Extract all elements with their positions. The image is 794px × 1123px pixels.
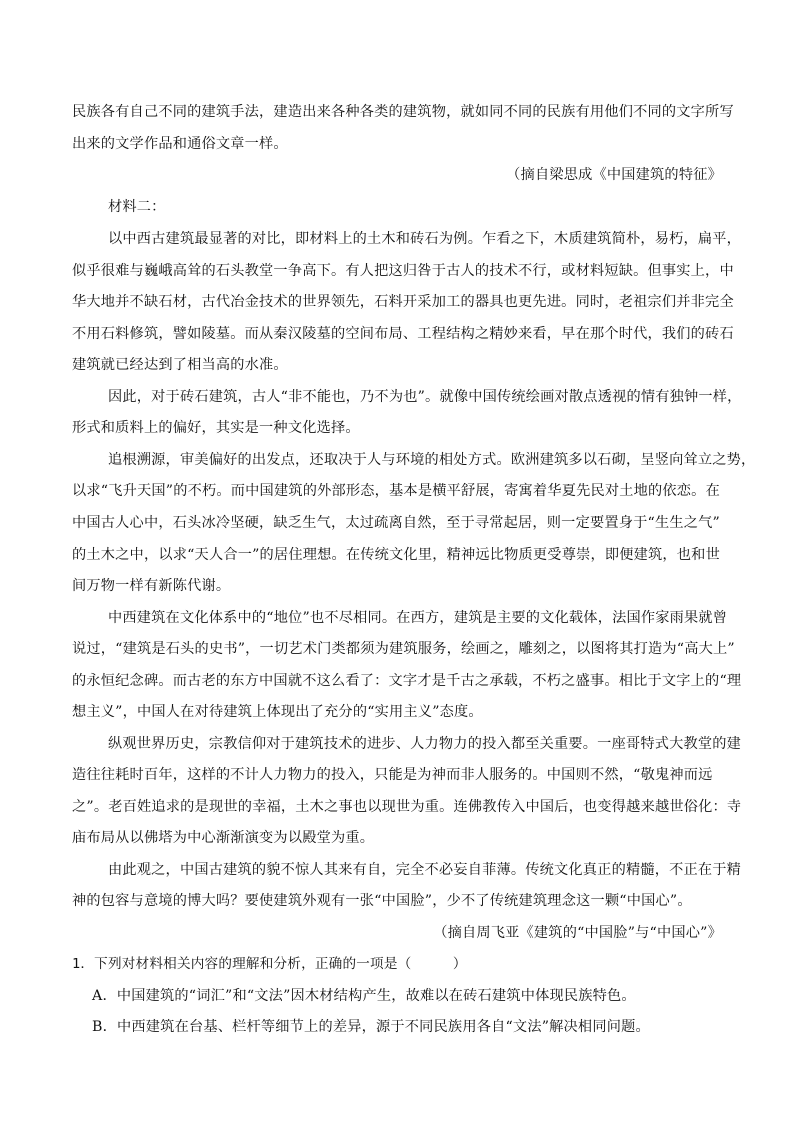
paragraph-line: 似乎很难与巍峨高耸的石头教堂一争高下。有人把这归咎于古人的技术不行，或材料短缺。但事实上，中 bbox=[72, 263, 734, 279]
paragraph-line: 神的包容与意境的博大吗？要使建筑外观有一张“中国脸”，少不了传统建筑理念这一颗“中国心”。 bbox=[72, 893, 692, 909]
paragraph-line: 以中西古建筑最显著的对比，即材料上的土木和砖石为例。乍看之下，木质建筑简朴，易朽，扁平， bbox=[108, 231, 742, 247]
paragraph-line: 造往往耗时百年，这样的不计人力物力的投入，只能是为神而非人服务的。中国则不然，“敬鬼神而远 bbox=[72, 767, 713, 783]
paragraph-line: 的土木之中，以求“天人合一”的居住理想。在传统文化里，精神远比物质更受尊崇，即便建筑，也和世 bbox=[72, 547, 720, 563]
paragraph-line: 的永恒纪念碑。而古老的东方中国就不这么看了：文字才是千古之承载，不朽之盛事。相比于文字上的“理 bbox=[72, 673, 742, 689]
paragraph-line: 建筑就已经达到了相当高的水准。 bbox=[72, 357, 288, 373]
paragraph-line: 以求“飞升天国”的不朽。而中国建筑的外部形态，基本是横平舒展，寄寓着华夏先民对土地的依恋。在 bbox=[72, 483, 720, 499]
paragraph-line: 追根溯源，审美偏好的出发点，还取决于人与环境的相处方式。欧洲建筑多以石砌，呈竖向耸立之势， bbox=[108, 452, 756, 468]
paragraph-line: 中国古人心中，石头冰冷坚硬，缺乏生气，太过疏离自然，至于寻常起居，则一定要置身于“生生之气” bbox=[72, 515, 720, 531]
paragraph-line: 不用石料修筑，譬如陵墓。而从秦汉陵墓的空间布局、工程结构之精妙来看，早在那个时代，我们的砖石 bbox=[72, 326, 734, 342]
source-citation: （摘自梁思成《中国建筑的特征》 bbox=[506, 167, 722, 183]
option-a: A．中国建筑的“词汇”和“文法”因木材结构产生，故难以在砖石建筑中体现民族特色。 bbox=[92, 988, 636, 1004]
paragraph-line: 民族各有自己不同的建筑手法，建造出来各种各类的建筑物，就如同不同的民族有用他们不同的文字所写 bbox=[72, 104, 734, 120]
paragraph-line: 形式和质料上的偏好，其实是一种文化选择。 bbox=[72, 420, 360, 436]
question-stem: 1．下列对材料相关内容的理解和分析，正确的一项是（ ） bbox=[72, 956, 467, 972]
source-citation: （摘自周飞亚《建筑的“中国脸”与“中国心”》 bbox=[433, 925, 722, 941]
paragraph-line: 出来的文学作品和通俗文章一样。 bbox=[72, 136, 288, 152]
paragraph-line: 间万物一样有新陈代谢。 bbox=[72, 578, 231, 594]
paragraph-line: 由此观之，中国古建筑的貌不惊人其来有自，完全不必妄自菲薄。传统文化真正的精髓，不正在于精 bbox=[108, 862, 742, 878]
paragraph-line: 想主义”，中国人在对待建筑上体现出了充分的“实用主义”态度。 bbox=[72, 704, 483, 720]
paragraph-line: 纵观世界历史，宗教信仰对于建筑技术的进步、人力物力的投入都至关重要。一座哥特式大教堂的建 bbox=[108, 736, 742, 752]
paragraph-line: 因此，对于砖石建筑，古人“非不能也，乃不为也”。就像中国传统绘画对散点透视的情有独钟一样， bbox=[108, 389, 742, 405]
paragraph-line: 华大地并不缺石材，古代冶金技术的世界领先，石料开采加工的器具也更先进。同时，老祖宗们并非完全 bbox=[72, 294, 734, 310]
section-heading: 材料二： bbox=[108, 199, 166, 215]
paragraph-line: 说过，“建筑是石头的史书”，一切艺术门类都须为建筑服务，绘画之，雕刻之，以图将其打造为“高大上” bbox=[72, 641, 735, 657]
paragraph-line: 庙布局从以佛塔为中心渐渐演变为以殿堂为重。 bbox=[72, 830, 375, 846]
paragraph-line: 之”。老百姓追求的是现世的幸福，土木之事也以现世为重。连佛教传入中国后，也变得越来越世俗化：寺 bbox=[72, 799, 742, 815]
option-b: B．中西建筑在台基、栏杆等细节上的差异，源于不同民族用各自“文法”解决相同问题。 bbox=[92, 1019, 650, 1035]
paragraph-line: 中西建筑在文化体系中的“地位”也不尽相同。在西方，建筑是主要的文化载体，法国作家雨果就曾 bbox=[108, 610, 728, 626]
